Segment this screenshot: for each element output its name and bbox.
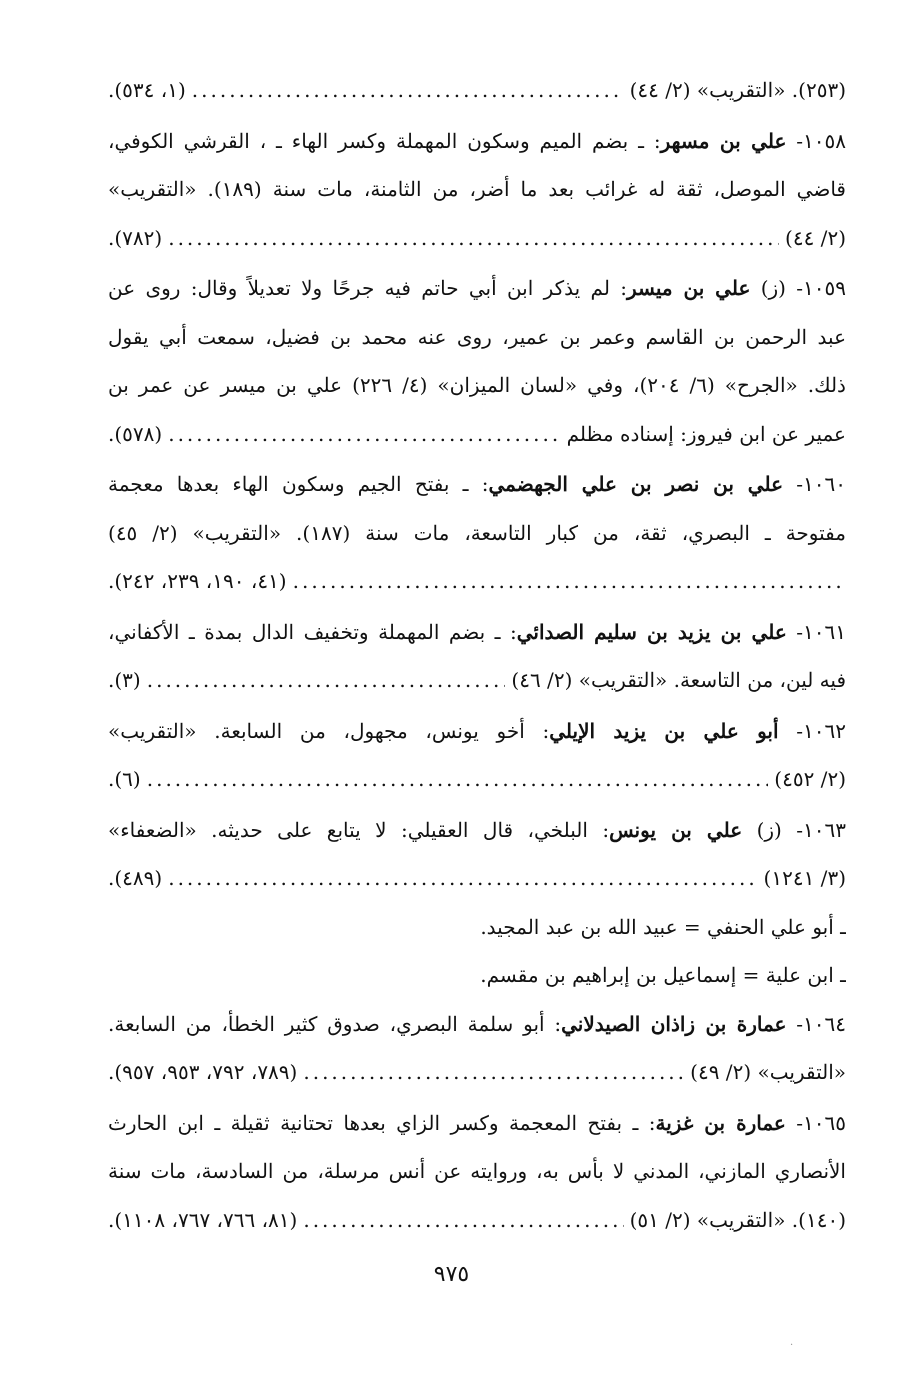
entry-number: ١٠٦٢- — [778, 718, 846, 743]
page-references: (٨١، ٧٦٦، ٧٦٧، ١١٠٨). — [108, 1207, 298, 1232]
cross-reference — [108, 951, 846, 1000]
page-references: (٣). — [108, 668, 141, 692]
entry-line — [108, 460, 846, 509]
line-text: : ـ بضم الميم وسكون المهملة وكسر الهاء ـ ، القرشي الكوفي، — [108, 128, 661, 153]
line-text: : لم يذكر ابن أبي حاتم فيه جرحًا ولا تعديلاً وقال: روى عن — [108, 276, 627, 300]
line-text: عمير عن ابن فيروز: إسناده مظلم — [566, 421, 846, 446]
text-line — [108, 214, 846, 263]
narrator-name: عمارة بن غزية — [655, 1110, 786, 1135]
leader-dots — [147, 656, 506, 705]
leader-dots — [168, 854, 757, 903]
entry-line — [108, 608, 846, 657]
leader-dots — [293, 557, 840, 606]
text-line — [108, 854, 846, 903]
line-text: (٢٥٣). «التقريب» (٢/ ٤٤) — [629, 78, 846, 102]
entry-number: ١٠٦١- — [786, 619, 846, 644]
entry-number: ١٠٦٥- — [785, 1110, 846, 1135]
cross-reference — [108, 903, 846, 952]
line-text: فيه لين، من التاسعة. «التقريب» (٢/ ٤٦) — [511, 668, 846, 692]
page-number: ٩٧٥ — [433, 1262, 470, 1287]
line-text: : ـ بفتح المعجمة وكسر الزاي بعدها تحتانية ثقيلة ـ ابن الحارث — [108, 1110, 656, 1135]
leader-dots — [303, 1048, 684, 1097]
text-line — [108, 1147, 846, 1196]
line-text: (٣/ ١٢٤١) — [763, 866, 846, 890]
narrator-name: علي بن يزيد بن سليم الصدائي — [516, 619, 787, 644]
page-references: (١، ٥٣٤). — [108, 78, 186, 102]
text-line — [108, 557, 846, 606]
narrator-name: عمارة بن زاذان الصيدلاني — [561, 1011, 787, 1036]
entry-line — [108, 806, 846, 855]
line-text: (١٤٠). «التقريب» (٢/ ٥١) — [629, 1207, 846, 1232]
entry-number: ١٠٦٤- — [786, 1011, 846, 1036]
text-line — [108, 509, 846, 558]
line-text: ـ ابن علية = إسماعيل بن إبراهيم بن مقسم. — [480, 963, 846, 987]
text-line — [108, 656, 846, 705]
text-line — [108, 66, 846, 115]
leader-dots — [192, 66, 624, 115]
leader-dots — [147, 755, 769, 804]
line-text: الأنصاري المازني، المدني لا بأس به، وروايته عن أنس مرسلة، من السادسة، مات سنة — [108, 1159, 846, 1183]
entry-line — [108, 1099, 846, 1148]
entry-line — [108, 1000, 846, 1049]
scan-mark: · — [790, 1340, 794, 1351]
line-text: : أخو يونس، مجهول، من السابعة. «التقريب» — [108, 718, 550, 743]
narrator-name: أبو علي بن يزيد الإيلي — [549, 718, 779, 743]
narrator-name: علي بن يونس — [609, 817, 743, 842]
entry-line — [108, 707, 846, 756]
page-references: (٧٨٢). — [108, 225, 163, 250]
page-references: (٤٨٩). — [108, 866, 163, 890]
line-text: : ـ بضم المهملة وتخفيف الدال بمدة ـ الأكفاني، — [108, 619, 517, 644]
text-line — [108, 165, 846, 214]
text-line — [108, 313, 846, 362]
line-text: : أبو سلمة البصري، صدوق كثير الخطأ، من السابعة. — [108, 1011, 562, 1036]
page-references: (٧٨٩، ٧٩٢، ٩٥٣، ٩٥٧). — [108, 1060, 298, 1084]
line-text: : ـ بفتح الجيم وسكون الهاء بعدها معجمة — [108, 472, 489, 496]
line-text: (٢/ ٤٥٢) — [774, 767, 846, 791]
leader-dots — [168, 214, 779, 263]
text-line — [108, 755, 846, 804]
leader-dots — [303, 1196, 623, 1245]
page-references: (٥٧٨). — [108, 421, 163, 446]
line-text: «التقريب» (٢/ ٤٩) — [690, 1060, 846, 1084]
text-line — [108, 361, 846, 410]
page-body — [108, 66, 846, 1244]
entry-number: ١٠٦٣- (ز) — [742, 817, 846, 842]
line-text: عبد الرحمن بن القاسم وعمر بن عمير، روى عنه محمد بن فضيل، سمعت أبي يقول — [108, 324, 846, 349]
leader-dots — [168, 410, 560, 459]
narrator-name: علي بن نصر بن علي الجهضمي — [488, 472, 784, 496]
line-text: ـ أبو علي الحنفي = عبيد الله بن عبد المجيد. — [480, 914, 846, 939]
line-text: ذلك. «الجرح» (٦/ ٢٠٤)، وفي «لسان الميزان» (٤/ ٢٢٦) علي بن ميسر عن عمر بن — [108, 373, 846, 397]
line-text: قاضي الموصل، ثقة له غرائب بعد ما أضر، من الثامنة، مات سنة (١٨٩). «التقريب» — [108, 177, 846, 201]
line-text: : البلخي، قال العقيلي: لا يتابع على حديثه. «الضعفاء» — [108, 817, 610, 842]
page-references: (٦). — [108, 767, 141, 791]
narrator-name: علي بن مسهر — [660, 128, 787, 153]
narrator-name: علي بن ميسر — [626, 276, 751, 300]
text-line — [108, 1196, 846, 1245]
entry-line — [108, 264, 846, 313]
line-text: (٢/ ٤٤) — [785, 225, 846, 250]
entry-number: ١٠٥٩- (ز) — [750, 276, 846, 300]
entry-number: ١٠٦٠- — [783, 472, 846, 496]
page-references: (٤١، ١٩٠، ٢٣٩، ٢٤٢). — [108, 569, 287, 593]
entry-number: ١٠٥٨- — [786, 128, 846, 153]
entry-line — [108, 117, 846, 166]
text-line — [108, 1048, 846, 1097]
text-line — [108, 410, 846, 459]
line-text: مفتوحة ـ البصري، ثقة، من كبار التاسعة، مات سنة (١٨٧). «التقريب» (٢/ ٤٥) — [108, 520, 846, 545]
